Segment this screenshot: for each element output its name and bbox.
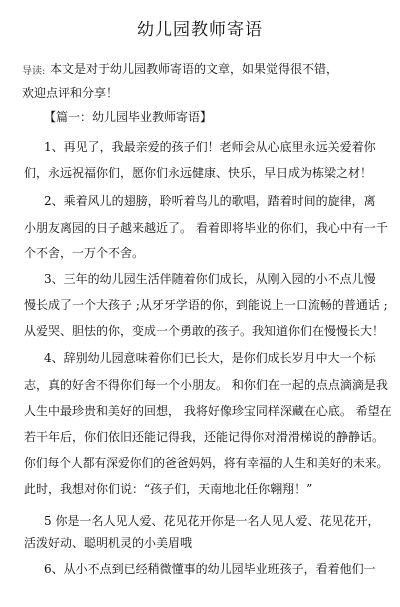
paragraph-line: 人生中最珍贵和美好的回想， 我将好像珍宝同样深藏在心底。 希望在	[24, 404, 392, 418]
paragraph-line: 活泼好动、聪明机灵的小美眉哦	[24, 536, 193, 550]
paragraph-line: 你们每个人都有深爱你们的爸爸妈妈，将有幸福的人生和美好的未来。	[24, 456, 389, 470]
page-title: 幼儿园教师寄语	[137, 20, 263, 40]
paragraph-line: 从爱哭、胆怯的你，变成一个勇敢的孩子。我知道你们在慢慢长大！	[24, 324, 385, 338]
paragraph-line: 4、辞别幼儿园意味着你们已长大，是你们成长岁月中大一个标	[44, 351, 376, 365]
paragraph-line: 志，真的好舍不得你们每一个小朋友。 和你们在一起的点点滴滴是我	[24, 378, 388, 392]
paragraph-line: 们，永远祝福你们，愿你们永远健康、快乐，早日成为栋梁之材！	[24, 166, 373, 180]
section-header: 【篇一：幼儿园毕业教师寄语】	[44, 110, 213, 124]
paragraph-line: 慢长成了一个大孩子 ;从牙牙学语的你，到能说上一口流畅的普通话 ;	[24, 298, 388, 312]
paragraph-line: 2、乘着风儿的翅膀，聆听着鸟儿的歌唱，踏着时间的旋律，离	[44, 194, 376, 208]
intro-label: 导读:	[22, 66, 46, 77]
intro-text-line-2: 欢迎点评和分享！	[22, 86, 119, 100]
paragraph-line: 此时，我想对你们说：“孩子们，天南地北任你翱翔！”	[24, 482, 313, 496]
intro-text-line-1: 本文是对于幼儿园教师寄语的文章，如果觉得很不错，	[50, 62, 339, 76]
paragraph-line: 小朋友离园的日子越来越近了。 看着即将毕业的你们，我心中有一千	[24, 221, 388, 235]
paragraph-line: 5 你是一名人见人爱、花见花开你是一名人见人爱、花见花开，	[44, 514, 380, 528]
paragraph-line: 6、从小不点到已经稍微懂事的幼儿园毕业班孩子，看着他们一	[44, 562, 376, 576]
paragraph-line: 3、三年的幼儿园生活伴随着你们成长，从刚入园的小不点儿慢	[44, 272, 376, 286]
paragraph-line: 个不舍，一万个不舍。	[24, 246, 145, 260]
paragraph-line: 1、再见了，我最亲爱的孩子们！老师会从心底里永远关爱着你	[44, 140, 376, 154]
paragraph-line: 若干年后，你们依旧还能记得我，还能记得你对滑滑梯说的静静话。	[24, 430, 385, 444]
